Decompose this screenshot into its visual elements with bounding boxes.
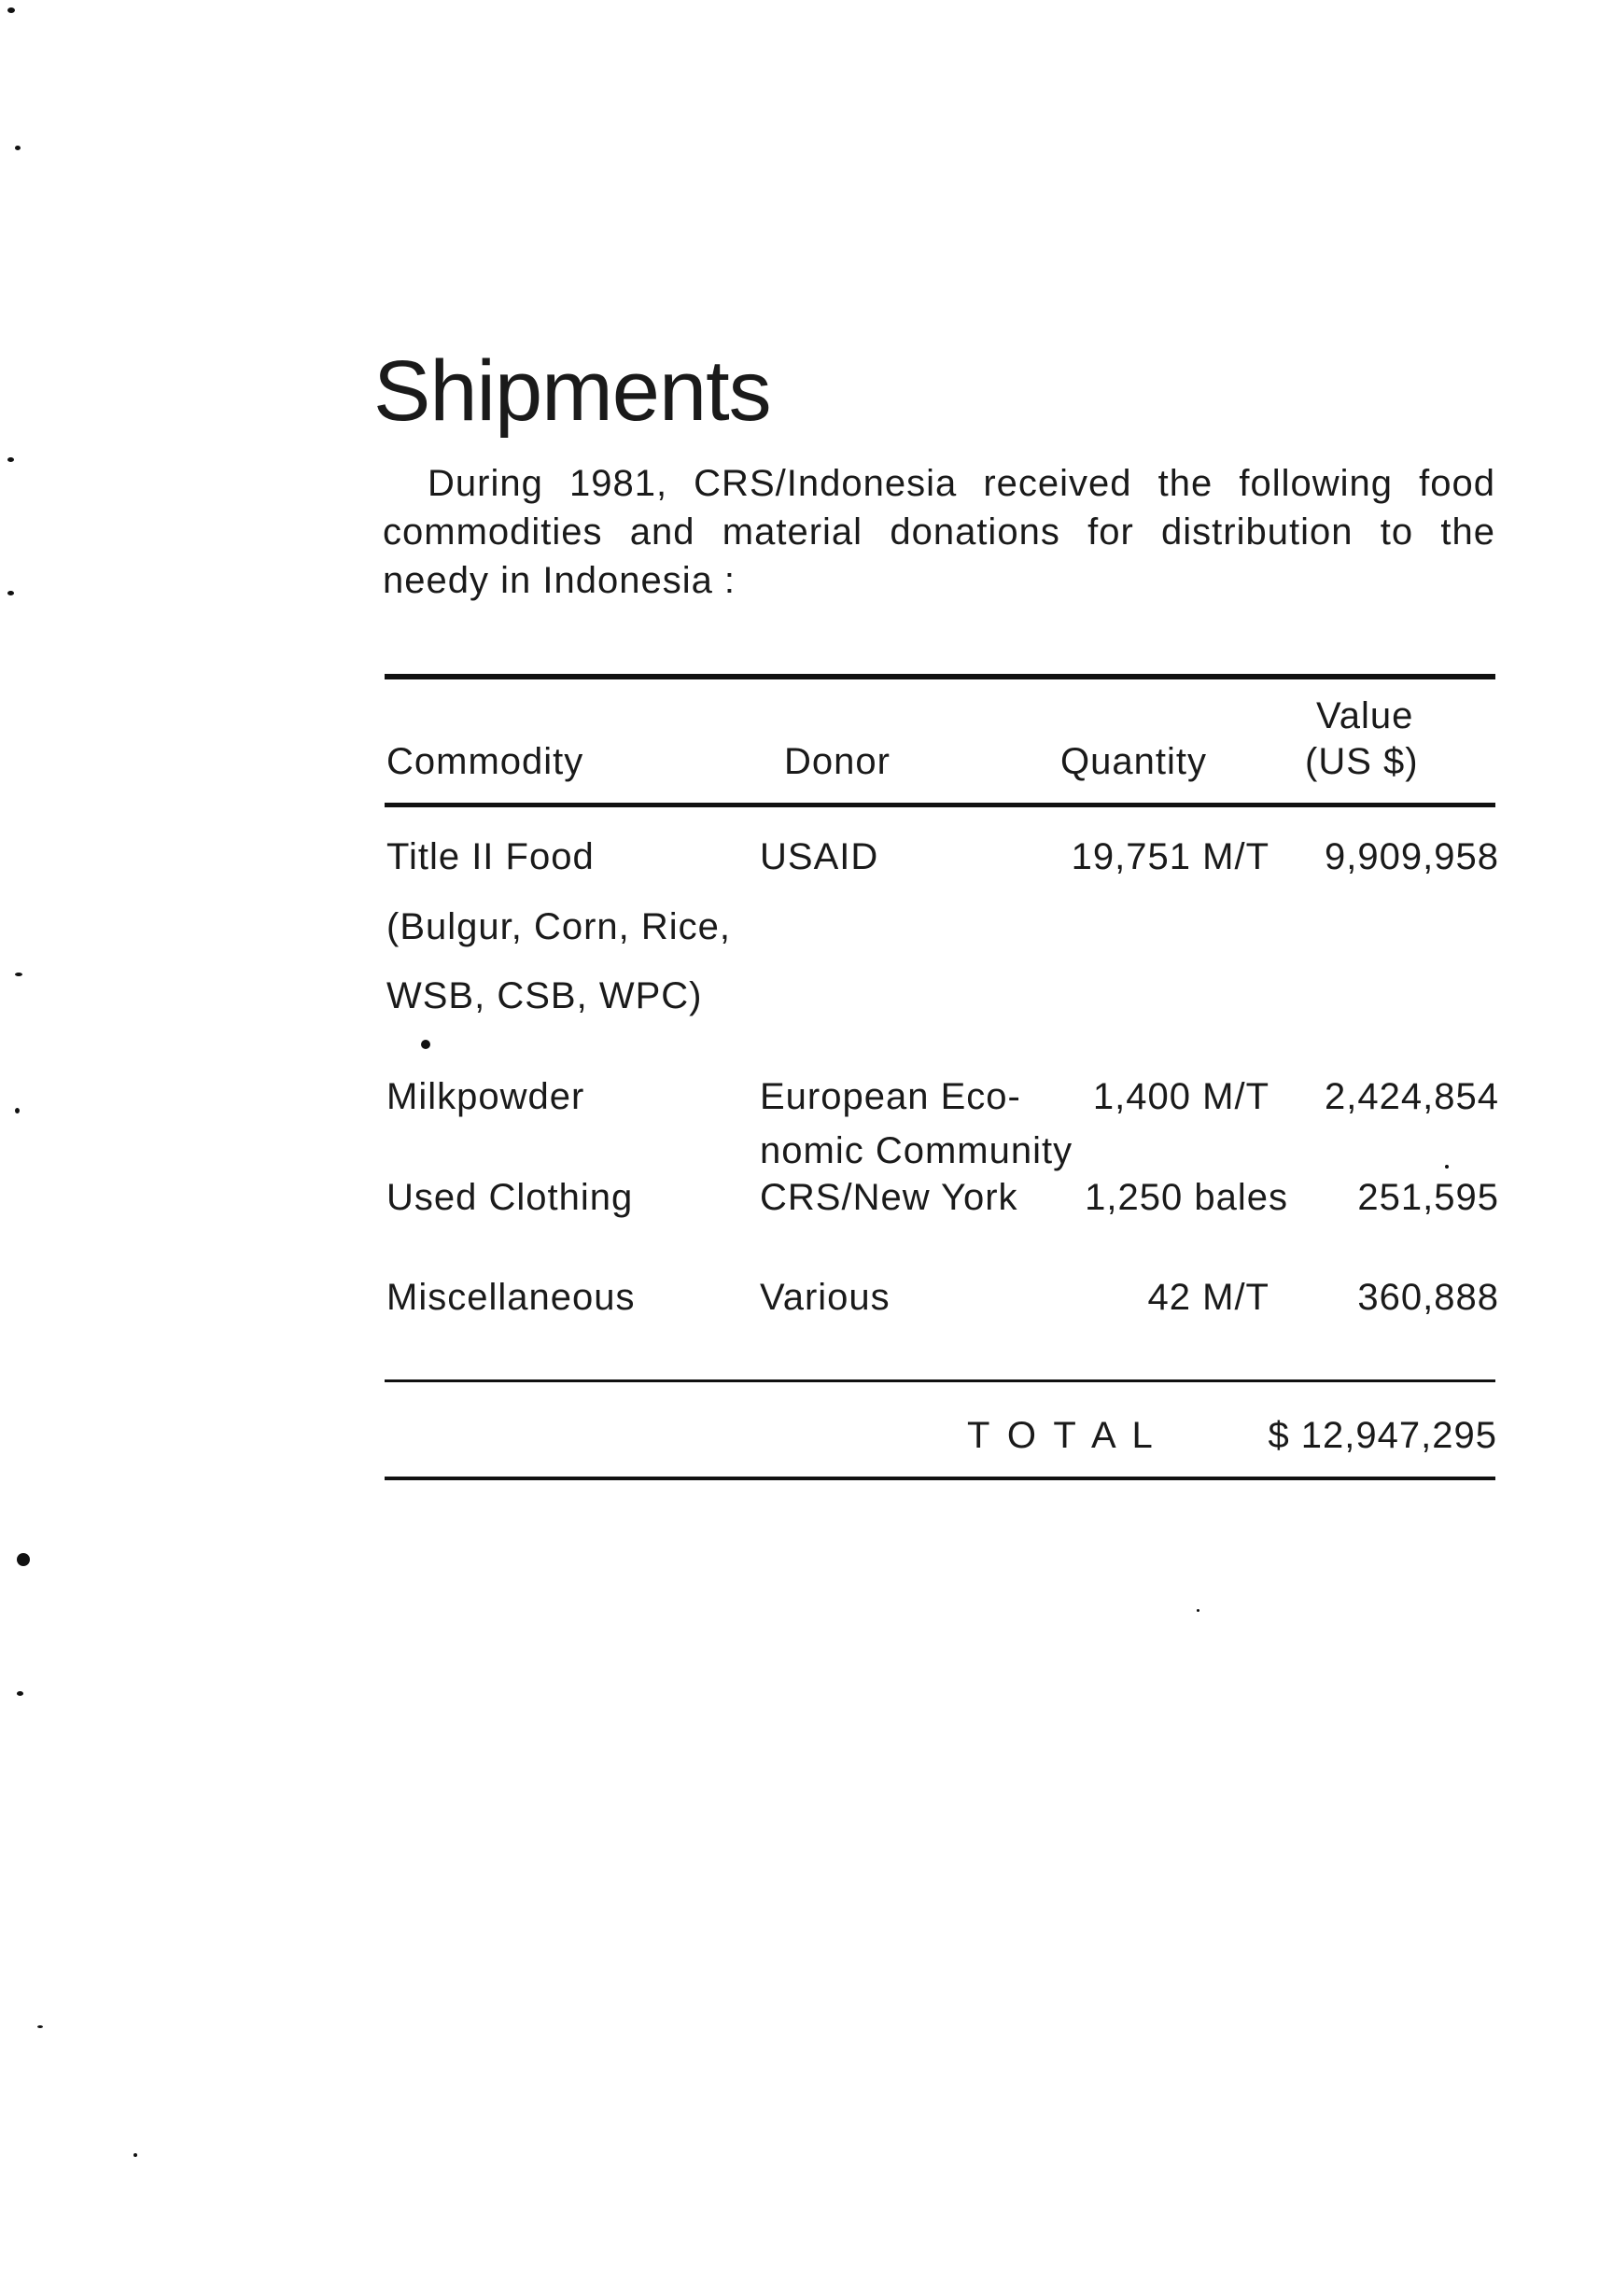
header-donor: Donor [784, 741, 891, 782]
total-label: T O T A L [967, 1415, 1157, 1456]
row-quantity: 42 M/T [1147, 1277, 1269, 1318]
scan-speck [133, 2153, 137, 2157]
scan-speck [7, 7, 15, 13]
row-value: 251,595 [1357, 1177, 1499, 1218]
row-commodity: Used Clothing [386, 1177, 634, 1218]
row-commodity: Miscellaneous [386, 1277, 636, 1318]
scan-speck [17, 1553, 30, 1566]
header-quantity: Quantity [1060, 741, 1207, 782]
row-commodity: Milkpowder [386, 1076, 585, 1117]
row-quantity: 1,400 M/T [1092, 1076, 1269, 1117]
row-quantity: 19,751 M/T [1071, 836, 1269, 877]
total-bottom-rule [385, 1477, 1495, 1480]
scan-speck [15, 1108, 20, 1113]
scan-speck [7, 591, 14, 595]
total-value: $ 12,947,295 [1268, 1415, 1497, 1456]
row-commodity-detail: (Bulgur, Corn, Rice, [386, 906, 732, 947]
intro-paragraph: During 1981, CRS/Indonesia received the following food commodities and material donations for distribution to the needy in Indonesia : [383, 463, 1495, 601]
scan-speck [7, 457, 14, 462]
scan-speck [1445, 1165, 1449, 1169]
row-commodity-detail: WSB, CSB, WPC) [386, 975, 703, 1016]
scan-speck [15, 146, 21, 150]
scan-speck [17, 1691, 23, 1696]
row-donor: Various [760, 1277, 891, 1318]
header-value-line2: (US $) [1305, 741, 1419, 782]
row-donor: European Eco- [760, 1076, 1021, 1117]
header-commodity: Commodity [386, 741, 584, 782]
row-value: 2,424,854 [1325, 1076, 1499, 1117]
table-top-rule [385, 674, 1495, 679]
page-title: Shipments [373, 343, 771, 439]
row-donor-continued: nomic Community [760, 1130, 1073, 1171]
row-donor: USAID [760, 836, 879, 877]
row-value: 360,888 [1357, 1277, 1499, 1318]
scan-speck [1197, 1609, 1199, 1612]
row-donor: CRS/New York [760, 1177, 1018, 1218]
scan-speck [15, 973, 22, 976]
total-top-rule [385, 1379, 1495, 1382]
bullet-speck [421, 1040, 430, 1049]
row-quantity: 1,250 bales [1085, 1177, 1288, 1218]
row-commodity: Title II Food [386, 836, 595, 877]
header-value-line1: Value [1316, 695, 1414, 736]
row-value: 9,909,958 [1325, 836, 1499, 877]
scan-speck [37, 2025, 43, 2028]
header-rule [385, 803, 1495, 807]
